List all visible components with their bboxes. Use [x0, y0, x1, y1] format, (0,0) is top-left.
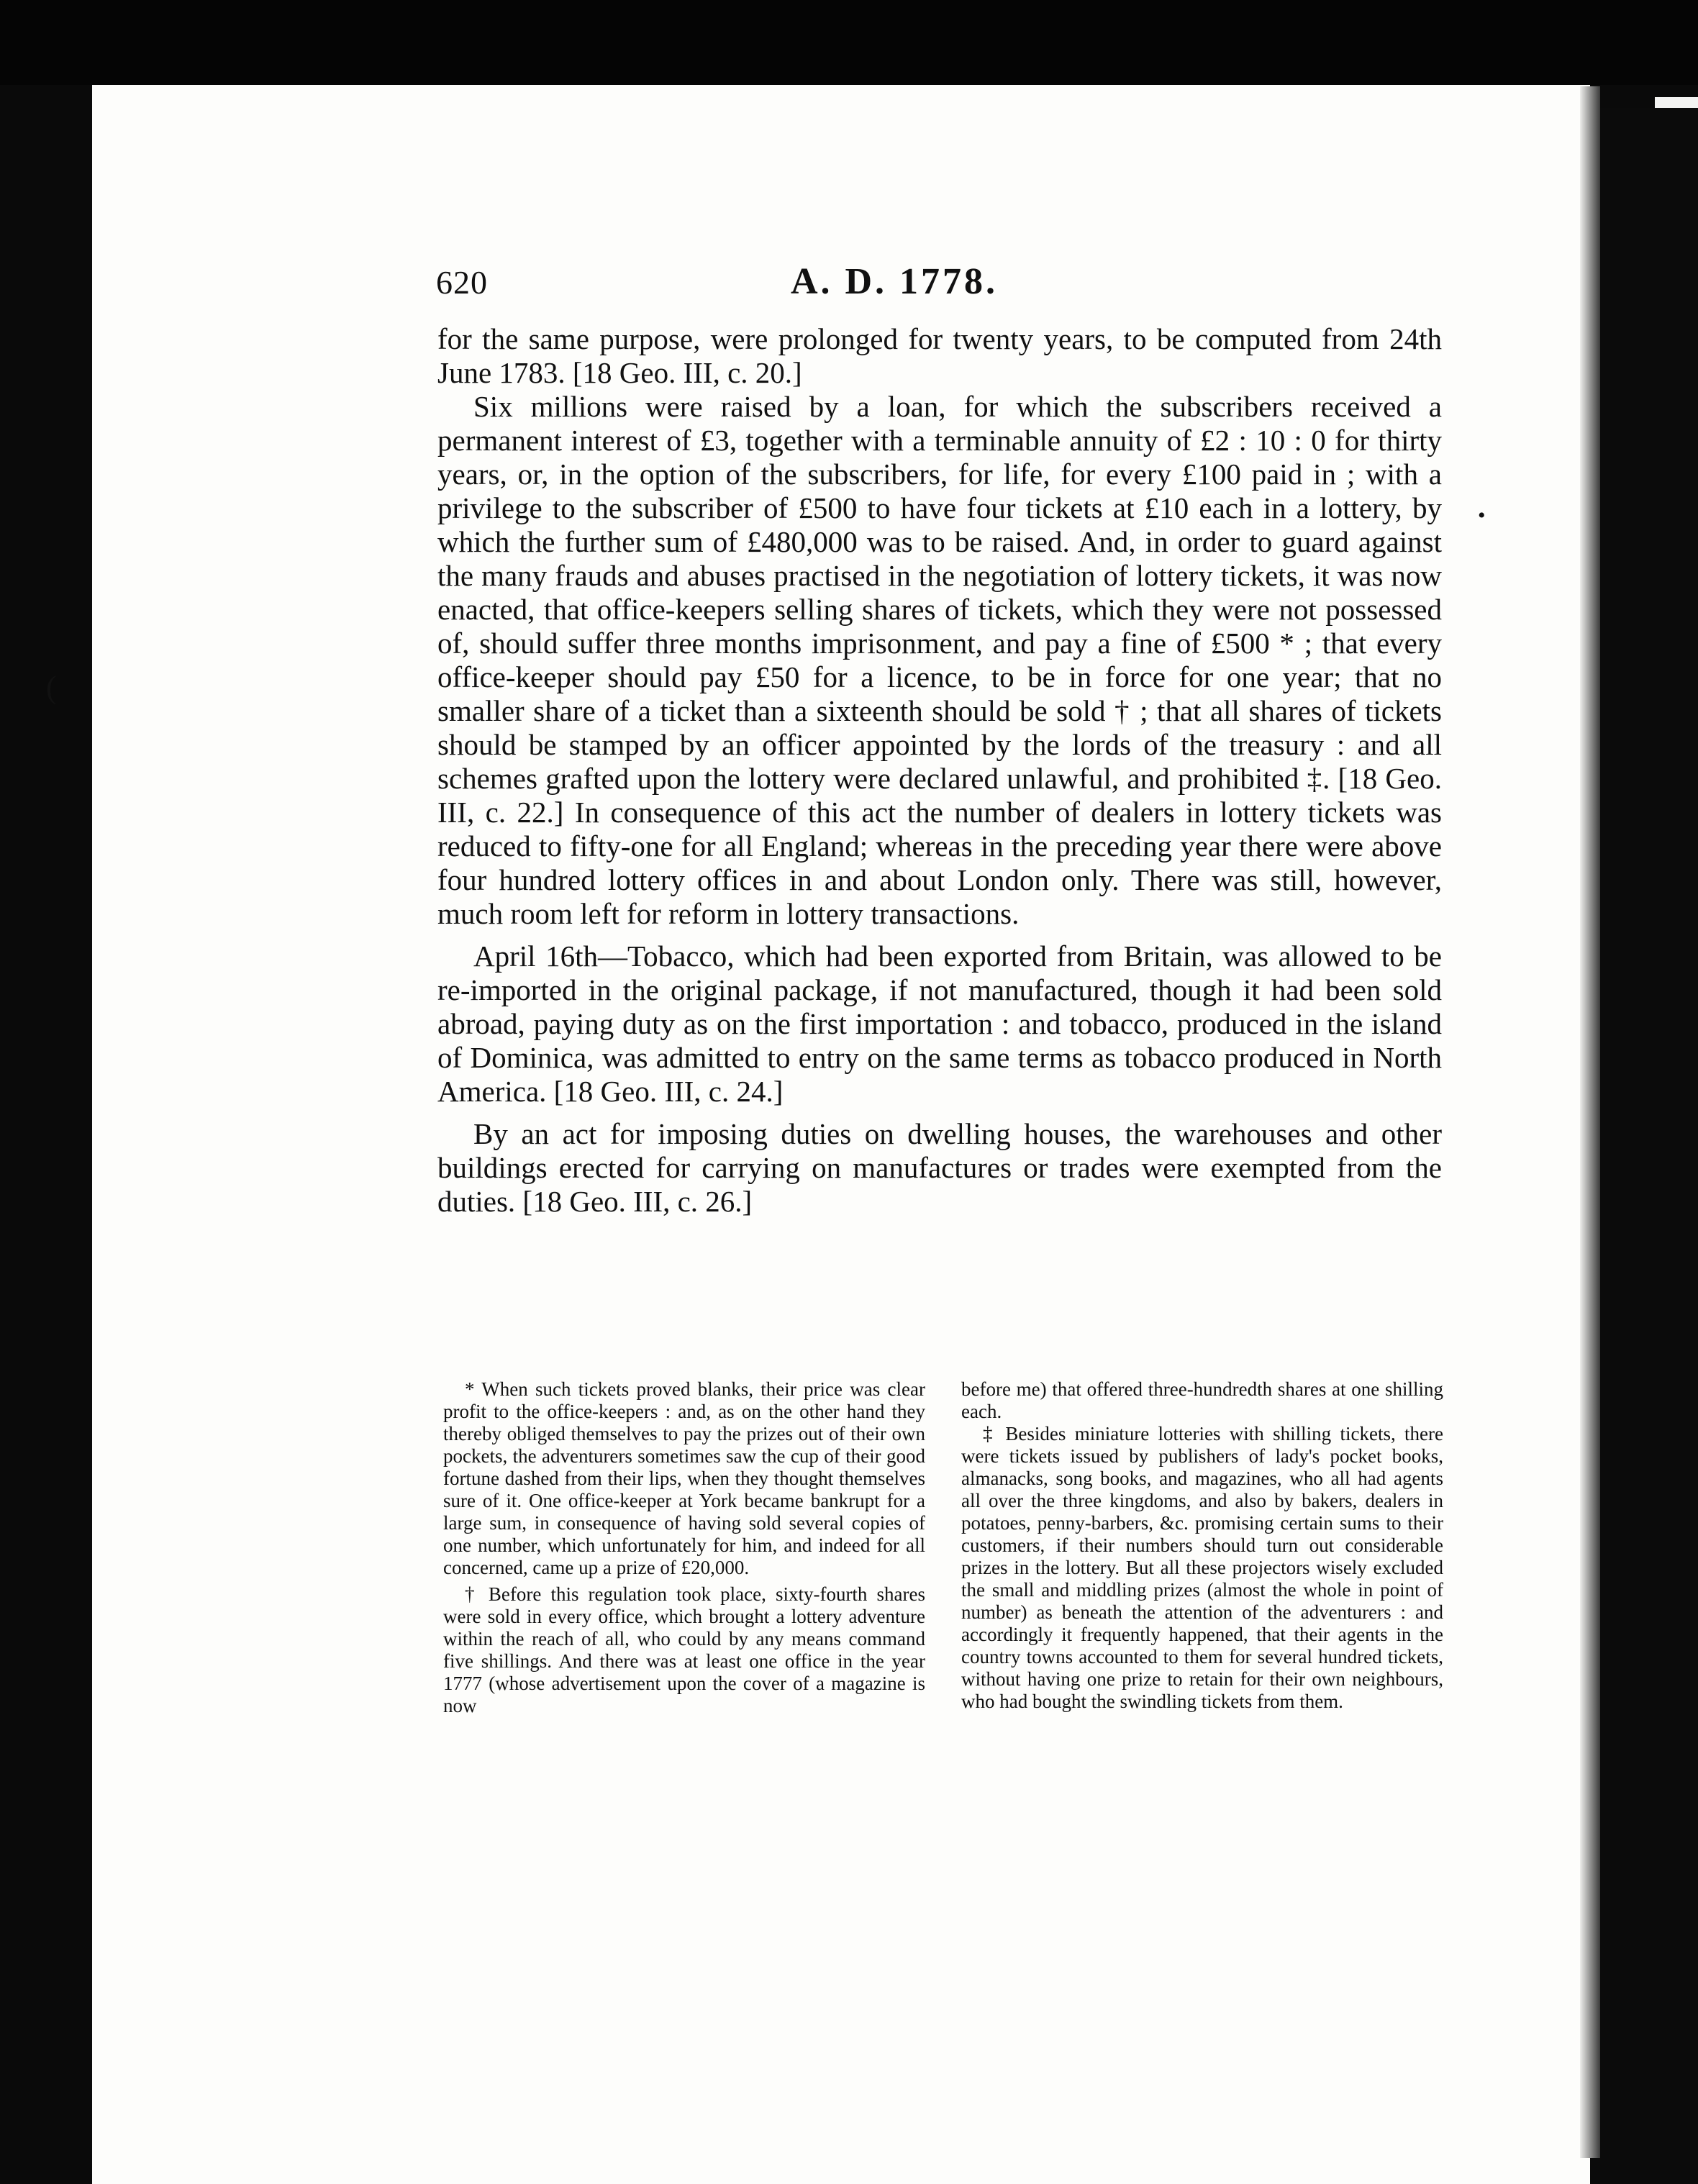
page-number: 620: [436, 264, 488, 301]
page-gutter-shadow: [1580, 86, 1600, 2158]
paragraph-tobacco: April 16th—Tobacco, which had been exported from Britain, was allowed to be re-imported in the original package, if not manufactured, though it had been sold abroad, paying duty as on the first importation : and tobacco, produced in the island of Dominica, was admitted to entry on the same terms as tobacco produced in North America. [18 Geo. III, c. 24.]: [437, 939, 1442, 1108]
scan-speck-mark: (: [46, 670, 57, 705]
footnote-dagger: † Before this regulation took place, sixty-fourth shares were sold in every office, which brought a lottery adventure within the reach of all, who could by any means command five shillings. And there was at least one office in the year 1777 (whose advertisement upon the cover of a magazine is now: [443, 1583, 925, 1716]
paragraph-loan: Six millions were raised by a loan, for which the subscribers received a permanent interest of £3, together with a terminable annuity of £2 : 10 : 0 for thirty years, or, in the option of the subscribers, for life, for every £100 paid in ; with a privilege to the subscriber of £500 to have four tickets at £10 each in a lottery, by which the further sum of £480,000 was to be raised. And, in order to guard against the many frauds and abuses practised in the negotiation of lottery tickets, it was now enacted, that office-keepers selling shares of tickets, which they were not possessed of, should suffer three months imprisonment, and pay a fine of £500 * ; that every office-keeper should pay £50 for a licence, to be in force for one year; that no smaller share of a ticket than a sixteenth should be sold † ; that all shares of tickets should be stamped by an officer appointed by the lords of the treasury : and all schemes grafted upon the lottery were declared unlawful, and prohibited ‡. [18 Geo. III, c. 22.] In consequence of this act the number of dealers in lottery tickets was reduced to fifty-one for all England; whereas in the preceding year there were above four hundred lottery offices in and about London only. There was still, however, much room left for reform in lottery transactions.: [437, 390, 1442, 930]
page-header: [344, 263, 1445, 314]
main-text: [437, 322, 1442, 1219]
footnote-dagger-continuation: before me) that offered three-hundredth shares at one shilling each.: [961, 1378, 1443, 1422]
footnotes-right-column: [961, 1378, 1443, 1717]
scan-top-border: [0, 0, 1698, 85]
paragraph-dwelling-houses: By an act for imposing duties on dwelling houses, the warehouses and other buildings erected for carrying on manufactures or trades were exempted from the duties. [18 Geo. III, c. 26.]: [437, 1117, 1442, 1218]
footnote-double-dagger: ‡ Besides miniature lotteries with shilling tickets, there were tickets issued by publishers of lady's pocket books, almanacks, song books, and magazines, who all had agents all over the three kingdoms, and also by bakers, dealers in potatoes, penny-barbers, &c. promising certain sums to their customers, if their numbers should turn out considerable prizes in the lottery. But all these projectors wisely excluded the small and middling prizes (almost the whole in point of number) as beneath the attention of the adventurers : and accordingly it frequently happened, that their agents in the country towns accounted to them for several hundred tickets, without having one prize to retain for their own neighbours, who had bought the swindling tickets from them.: [961, 1423, 1443, 1712]
scan-right-border: [1590, 108, 1698, 2184]
running-head: A. D. 1778.: [790, 261, 999, 302]
footnote-asterisk: * When such tickets proved blanks, their price was clear profit to the office-keepers : and, as on the other hand they thereby obliged themselves to pay the prizes out of their own pockets, the adventurers sometimes saw the cup of their good fortune dashed from their lips, when they thought themselves sure of it. One office-keeper at York became bankrupt for a large sum, in consequence of having sold several copies of one number, which unfortunately for him, and indeed for all concerned, came up a prize of £20,000.: [443, 1378, 925, 1578]
scan-dot-mark: •: [1478, 504, 1486, 527]
paragraph-continuation: for the same purpose, were prolonged for twenty years, to be computed from 24th June 1783. [18 Geo. III, c. 20.]: [437, 322, 1442, 389]
footnotes: [443, 1378, 1443, 1717]
footnotes-left-column: [443, 1378, 925, 1717]
